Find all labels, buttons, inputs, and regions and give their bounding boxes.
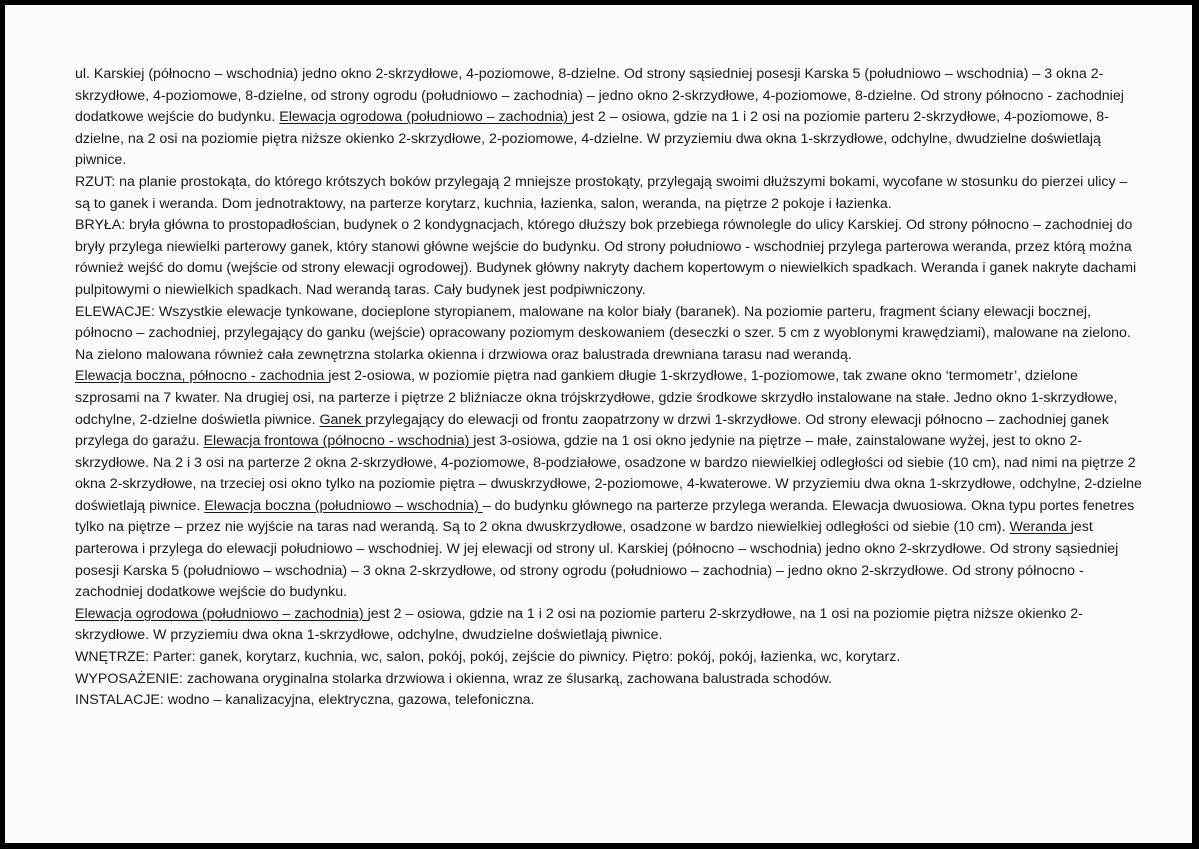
paragraph-wnetrze: [75, 647, 1145, 669]
text-segment: INSTALACJE: wodno – kanalizacyjna, elektryczna, gazowa, telefoniczna.: [75, 692, 535, 709]
heading-elewacja-boczna-pn-zach: Elewacja boczna, północno - zachodnia: [75, 368, 329, 385]
paragraph-instalacje: [75, 690, 1145, 712]
text-segment: ELEWACJE: Wszystkie elewacje tynkowane, docieplone styropianem, malowane na kolor biały (baranek). Na poziomie parteru, fragment ściany elewacji bocznej, północno – zachodniej, przylegający do ganku (wejście) opracowany poziomym deskowaniem (deseczki o szer. 5 cm z wyoblonymi krawędziami), malowane na zielono. Na zielono malowana również cała zewnętrzna stolarka okienna i drzwiowa oraz balustrada drewniana tarasu nad werandą.: [75, 303, 1131, 363]
text-segment: jest parterowa i przylega do elewacji południowo – wschodniej. W jej elewacji od strony ul. Karskiej (północno – wschodnia) jedno okno 2-skrzydłowe. Od strony sąsiedniej posesji Karska 5 (południowo – wschodnia) – 3 okna 2-skrzydłowe, od strony ogrodu (południowo – zachodnia) – jedno okno 2-skrzydłowe. Od strony północno - zachodniej dodatkowe wejście do budynku.: [75, 519, 1119, 601]
text-segment: jest 2-osiowa, w poziomie piętra nad gankiem długie 1-skrzydłowe, 1-poziomowe, tak zwane okno ‘termometr’, dzielone szprosami na 7 kwater. Na drugiej osi, na parterze i piętrze 2 bliźniacze okna trójskrzydłowe, gdzie środkowe skrzydło instalowane na stałe. Jedno okno 1-skrzydłowe, odchylne, 2-dzielne doświetla piwnice.: [75, 368, 1118, 428]
heading-elewacja-ogrodowa-2: Elewacja ogrodowa (południowo – zachodnia): [75, 605, 368, 622]
heading-elewacja-ogrodowa: Elewacja ogrodowa (południowo – zachodnia): [279, 109, 572, 126]
heading-elewacja-boczna-pd-wsch: Elewacja boczna (południowo – wschodnia): [204, 497, 483, 514]
text-segment: jest 3-osiowa, gdzie na 1 osi okno jedynie na piętrze – małe, zainstalowane wyżej, jest to okno 2-skrzydłowe. Na 2 i 3 osi na parterze 2 okna 2-skrzydłowe, 4-poziomowe, 8-podziałowe, osadzone w bardzo niewielkiej odległości od siebie (10 cm), nad nimi na piętrze 2 okna 2-skrzydłowe, na trzeciej osi okno tylko na poziomie piętra – dwuskrzydłowe, 2-poziomowe, 4-kwaterowe. W przyziemiu dwa okna 1-skrzydłowe, odchylne, 2-dzielne doświetlają piwnice.: [75, 433, 1142, 514]
heading-weranda: Weranda: [1009, 519, 1071, 536]
text-segment: jest 2 – osiowa, gdzie na 1 i 2 osi na poziomie parteru 2-skrzydłowe, 4-poziomowe, 8-dzielne, na 2 osi na poziomie piętra niższe okienko 2-skrzydłowe, 2-poziomowe, 4-dzielne. W przyziemiu dwa okna 1-skrzydłowe, odchylne, dwudzielne doświetlają piwnice.: [75, 109, 1109, 169]
heading-ganek: Ganek: [319, 411, 366, 428]
text-segment: ul. Karskiej (północno – wschodnia) jedno okno 2-skrzydłowe, 4-poziomowe, 8-dzielne. Od strony sąsiedniej posesji Karska 5 (południowo – wschodnia) – 3 okna 2-skrzydłowe, 4-poziomowe, 8-dzielne, od strony ogrodu (południowo – zachodnia) – jedno okno 2-skrzydłowe, 4-poziomowe, 8-dzielne. Od strony północno - zachodniej dodatkowe wejście do budynku.: [75, 66, 1124, 126]
document-page: [5, 5, 1192, 843]
paragraph-rzut: [75, 172, 1145, 215]
text-segment: przylegający do elewacji od frontu zaopatrzony w drzwi 1-skrzydłowe. Od strony elewacji północno – zachodniej ganek przylega do garażu.: [75, 411, 1109, 450]
text-segment: jest 2 – osiowa, gdzie na 1 i 2 osi na poziomie parteru 2-skrzydłowe, na 1 osi na poziomie piętra niższe okienko 2-skrzydłowe. W przyziemiu dwa okna 1-skrzydłowe, odchylne, dwudzielne doświetlają piwnice.: [75, 605, 1083, 644]
paragraph-elewacje-szczegoly: [75, 366, 1145, 604]
document-body: [75, 64, 1145, 712]
text-segment: BRYŁA: bryła główna to prostopadłościan, budynek o 2 kondygnacjach, którego dłuższy bok przebiega równolegle do ulicy Karskiej. Od strony północno – zachodniej do bryły przylega niewielki parterowy ganek, który stanowi główne wejście do budynku. Od strony południowo - wschodniej przylega parterowa weranda, przez którą można również wejść do domu (wejście od strony elewacji ogrodowej). Budynek główny nakryty dachem kopertowym o niewielkich spadkach. Weranda i ganek nakryte dachami pulpitowymi o niewielkich spadkach. Nad werandą taras. Cały budynek jest podpiwniczony.: [75, 217, 1137, 298]
paragraph-elewacje: [75, 302, 1145, 367]
text-segment: – do budynku głównego na parterze przylega weranda. Elewacja dwuosiowa. Okna typu portes fenetres tylko na piętrze – przez nie wyjście na taras nad werandą. Są to 2 okna dwuskrzydłowe, osadzone w bardzo niewielkiej odległości od siebie (10 cm).: [75, 497, 1135, 536]
heading-elewacja-frontowa: Elewacja frontowa (północno - wschodnia): [203, 433, 474, 450]
paragraph-wyposazenie: [75, 669, 1145, 691]
text-segment: WNĘTRZE: Parter: ganek, korytarz, kuchnia, wc, salon, pokój, pokój, zejście do piwnicy. Piętro: pokój, pokój, łazienka, wc, korytarz.: [75, 649, 901, 666]
text-segment: RZUT: na planie prostokąta, do którego krótszych boków przylegają 2 mniejsze prostokąty, przylegają swoimi dłuższymi bokami, wycofane w stosunku do pierzei ulicy – są to ganek i weranda. Dom jednotraktowy, na parterze korytarz, kuchnia, łazienka, salon, weranda, na piętrze 2 pokoje i łazienka.: [75, 173, 1128, 212]
text-segment: WYPOSAŻENIE: zachowana oryginalna stolarka drzwiowa i okienna, wraz ze ślusarką, zachowana balustrada schodów.: [75, 670, 833, 687]
paragraph-intro-continuation: [75, 64, 1145, 172]
paragraph-elewacja-ogrodowa: [75, 604, 1145, 647]
paragraph-bryla: [75, 215, 1145, 301]
